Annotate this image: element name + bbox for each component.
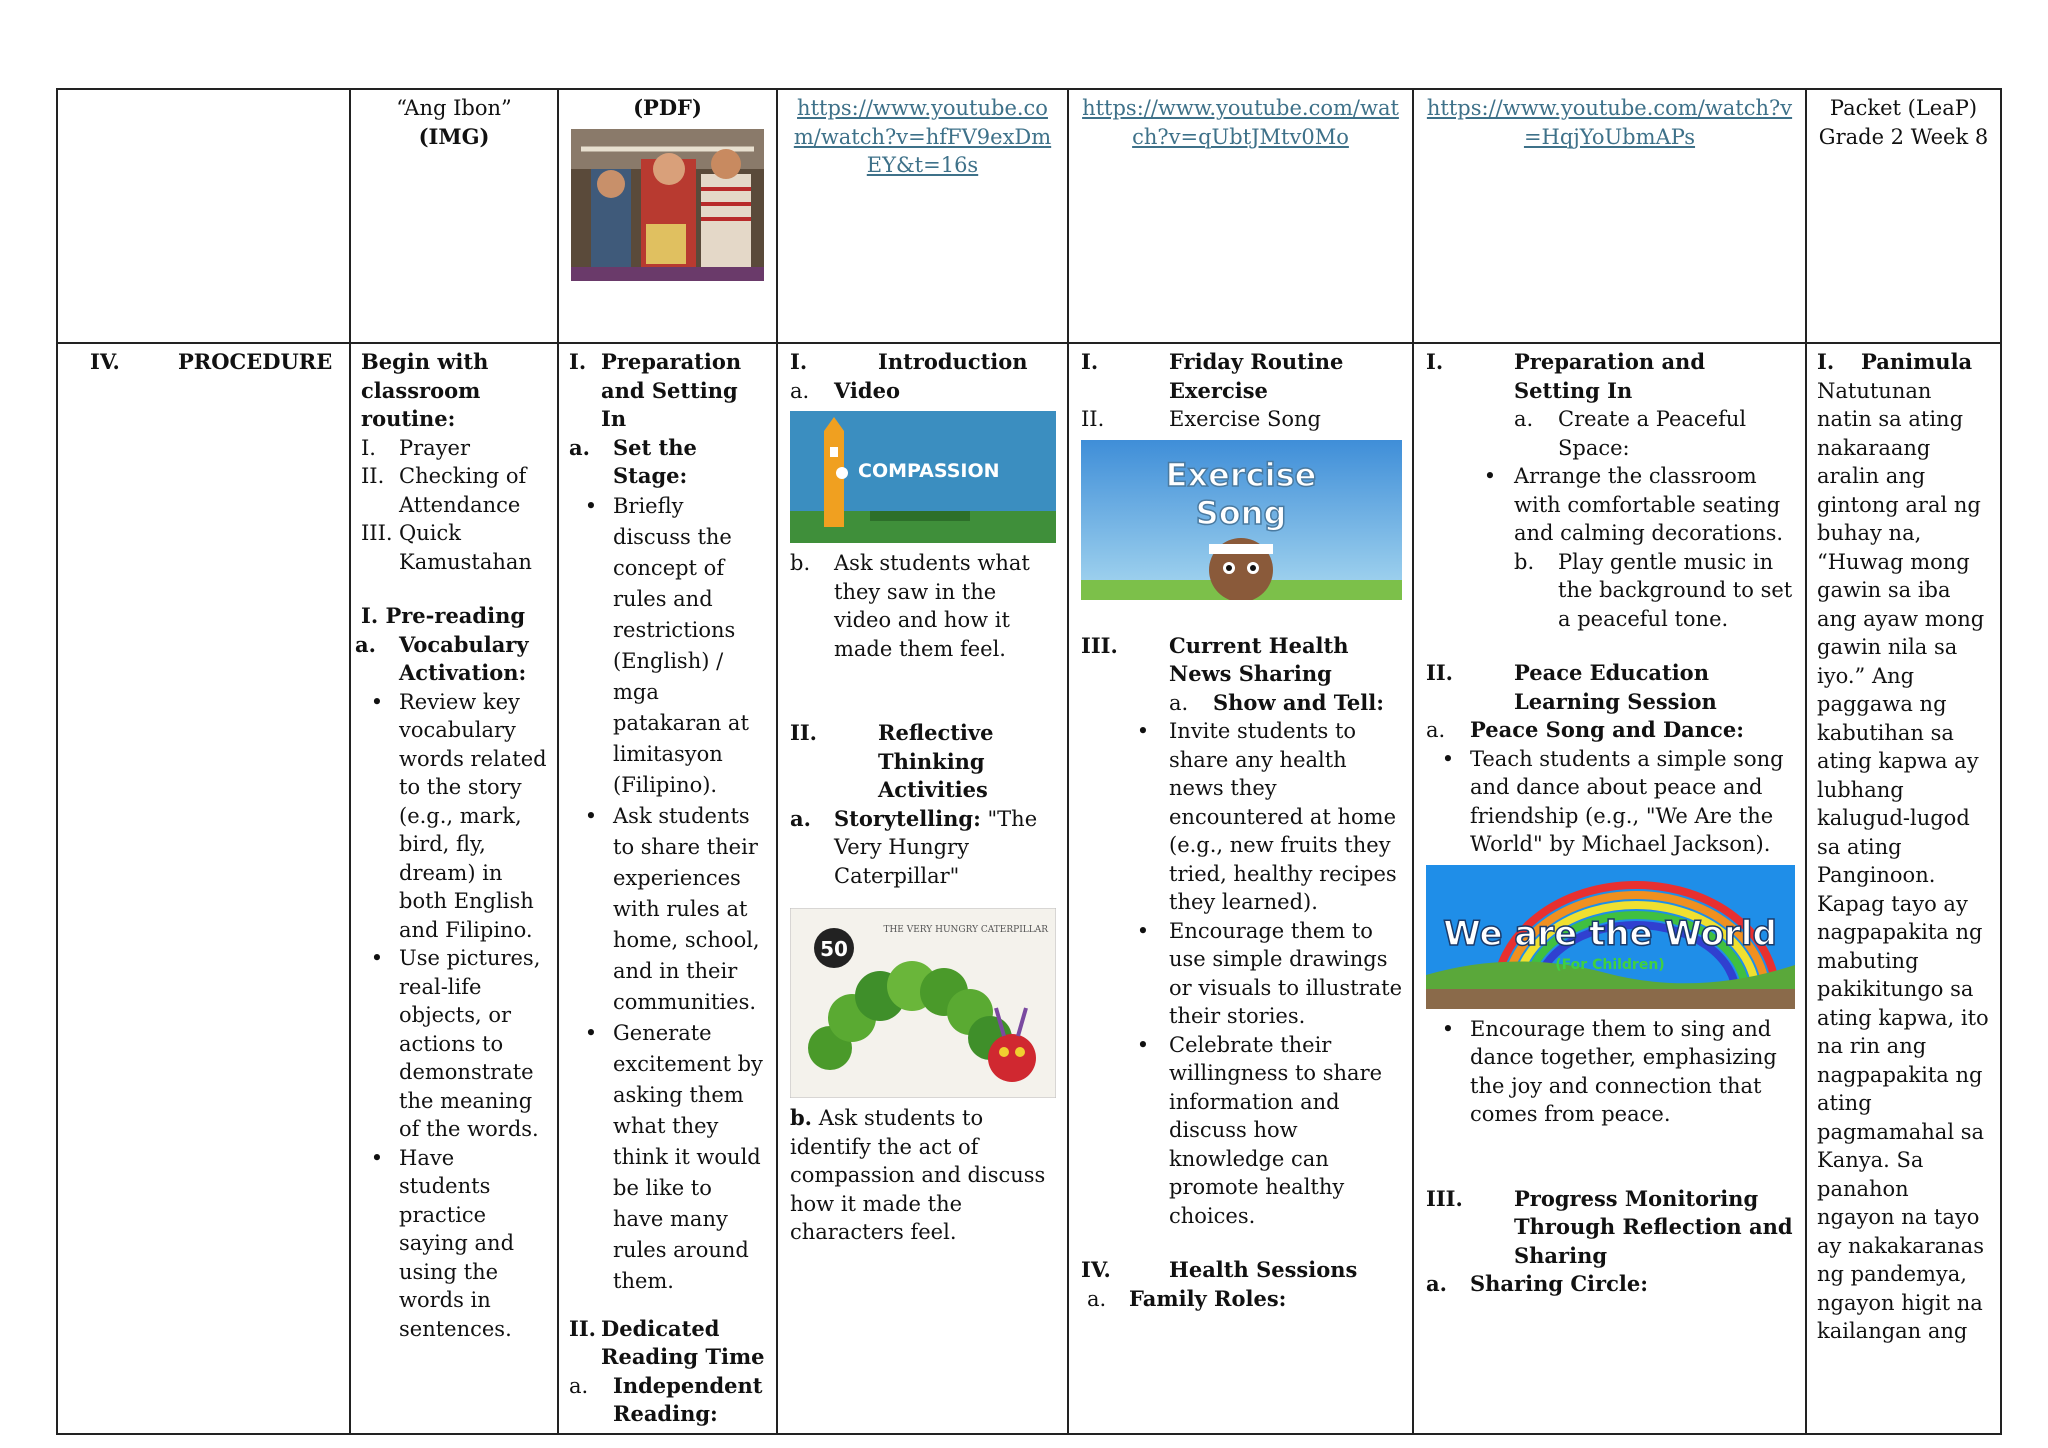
sub-heading: a. Sharing Circle: [1426, 1271, 1648, 1296]
panimula-text: Natutunan natin sa ating nakaraang aralin ang gintong aral ng buhay na, “Huwag mong gawin sa iba ang ayaw mong gawin nila sa iyo.” Ang paggawa ng kabutihan sa ating kapwa ay lubhang kalugud-lugod sa ating Panginoon. Kapag tayo ay nagpapakita ng mabuting pakikitungo sa ating kapwa, ito na rin ang nagpapakita ng ating pagmamahal sa Kanya. Sa panahon ngayon na tayo ay nakakaranas ng pandemya, ngayon higit na kailangan ang [1817, 378, 1989, 1343]
bullet-item: • Encourage them to use simple drawings or visuals to illustrate their stories. [1136, 918, 1402, 1028]
bullet-item: • Teach students a simple song and dance about peace and friendship (e.g., "We Are the World" by Michael Jackson). [1441, 746, 1784, 856]
col-ang-ibon-procedure [350, 343, 558, 1434]
bullet-item: • Briefly discuss the concept of rules and restrictions (English) / mga patakaran at limitasyon (Filipino). [584, 493, 749, 797]
thumbnail-title: COMPASSION [858, 460, 1000, 482]
we-are-the-world-thumbnail [1426, 865, 1795, 1009]
vocab-heading: a. Vocabulary Activation: [355, 631, 529, 685]
routine-item: III. Quick Kamustahan [361, 521, 532, 574]
col-peace-procedure [1413, 343, 1806, 1434]
packet-title: Packet (LeaP) [1829, 96, 1978, 120]
video-link[interactable]: https://www.youtube.com/watch?v=qUbtJMtv0Mo [1082, 96, 1399, 149]
resource-pdf [558, 89, 777, 343]
compassion-video-thumbnail [790, 411, 1056, 543]
routine-item: I. Prayer [361, 435, 471, 460]
bullet-item: • Encourage them to sing and dance together, emphasizing the joy and connection that comes from peace. [1441, 1016, 1777, 1126]
resource-video-exercise [1068, 89, 1413, 343]
sub-heading: a. Independent Reading: [569, 1372, 763, 1426]
exercise-song-thumbnail [1081, 440, 1402, 600]
resource-video-peace [1413, 89, 1806, 343]
sub-heading: a. Show and Tell: [1169, 689, 1384, 715]
bullet-item: • Arrange the classroom with comfortable seating and calming decorations. [1483, 464, 1784, 545]
bullet-item: • Generate excitement by asking them what they think it would be like to have many rules around them. [584, 1020, 763, 1293]
section-heading: II. Exercise Song [1081, 407, 1321, 431]
resource-type: (IMG) [418, 123, 490, 149]
procedure-label: PROCEDURE [178, 349, 333, 374]
sub-item: a. Storytelling: "The Very Hungry Caterpillar" [790, 805, 1038, 888]
section-heading: II. Peace Education Learning Session [1426, 660, 1717, 714]
bullet-item: • Have students practice saying and using the words in sentences. [370, 1145, 515, 1341]
resource-packet [1806, 89, 2001, 343]
routine-heading: Begin with classroom routine: [361, 349, 489, 431]
painting-thumbnail [571, 129, 764, 281]
thumbnail-title-line1: Exercise [1165, 455, 1317, 494]
section-heading: I. Preparation and Setting In [569, 349, 742, 431]
book-title: THE VERY HUNGRY CATERPILLAR [883, 925, 1048, 935]
procedure-row [57, 343, 2001, 1434]
resource-type: (PDF) [633, 95, 702, 120]
bullet-item: • Review key vocabulary words related to the story (e.g., mark, bird, fly, dream) in both English and Filipino. [370, 689, 547, 942]
section-heading: III. Progress Monitoring Through Reflection and Sharing [1426, 1185, 1793, 1268]
section-heading: II. Reflective Thinking Activities [790, 720, 994, 802]
sub-item: b. Ask students to identify the act of compassion and discuss how it made the characters feel. [790, 1105, 1046, 1244]
col-exercise-procedure [1068, 343, 1413, 1434]
resource-video-compassion [777, 89, 1068, 343]
book-badge: 50 [820, 937, 848, 961]
section-heading: II. Dedicated Reading Time [569, 1315, 765, 1369]
section-heading: I. Friday Routine Exercise [1081, 349, 1344, 403]
bullet-item: • Celebrate their willingness to share information and discuss how knowledge can promote healthy choices. [1136, 1032, 1383, 1228]
lesson-plan-table [56, 88, 2002, 1435]
resources-label-cell [57, 89, 350, 343]
sub-item: b. Ask students what they saw in the video and how it made them feel. [790, 551, 1030, 661]
bullet-item: • Use pictures, real-life objects, or actions to demonstrate the meaning of the words. [370, 946, 541, 1141]
procedure-label-cell [57, 343, 350, 1434]
thumbnail-title-line1: We are the World [1443, 913, 1777, 954]
resource-title: “Ang Ibon” [396, 96, 512, 120]
section-heading: I. Introduction [790, 349, 1028, 374]
video-link[interactable]: https://www.youtube.com/watch?v=HqjYoUbmAPs [1426, 96, 1793, 149]
routine-item: II. Checking of Attendance [361, 464, 527, 517]
pre-reading-heading: I. Pre-reading [361, 603, 526, 628]
sub-heading: a. Video [790, 377, 900, 403]
col-compassion-procedure [777, 343, 1068, 1434]
resources-row [57, 89, 2001, 343]
bullet-item: • Invite students to share any health news they encountered at home (e.g., new fruits they tried, healthy recipes they learned). [1136, 719, 1397, 914]
col-rules-procedure [558, 343, 777, 1434]
sub-item: a. Create a Peaceful Space: [1514, 407, 1747, 460]
section-heading: I. Panimula [1817, 349, 1973, 374]
packet-grade: Grade 2 Week 8 [1818, 124, 1989, 149]
video-link[interactable]: https://www.youtube.com/watch?v=hfFV9exDmEY&t=16s [793, 96, 1052, 177]
section-heading: III. Current Health News Sharing [1081, 632, 1349, 686]
resource-ang-ibon [350, 89, 558, 343]
sub-heading: a. Family Roles: [1087, 1285, 1287, 1311]
sub-heading: a. Peace Song and Dance: [1426, 717, 1744, 742]
caterpillar-book-cover [790, 908, 1056, 1098]
sub-item: b. Play gentle music in the background to set a peaceful tone. [1514, 549, 1793, 631]
col-panimula-procedure [1806, 343, 2001, 1434]
sub-heading: a. Set the Stage: [569, 434, 697, 488]
section-heading: IV. Health Sessions [1081, 1257, 1358, 1282]
thumbnail-title-line2: Song [1195, 493, 1287, 532]
procedure-number: IV. [90, 349, 120, 374]
thumbnail-title-line2: (For Children) [1555, 956, 1665, 973]
bullet-item: • Ask students to share their experiences with rules at home, school, and in their communities. [584, 803, 760, 1014]
section-heading: I. Preparation and Setting In [1426, 349, 1705, 403]
